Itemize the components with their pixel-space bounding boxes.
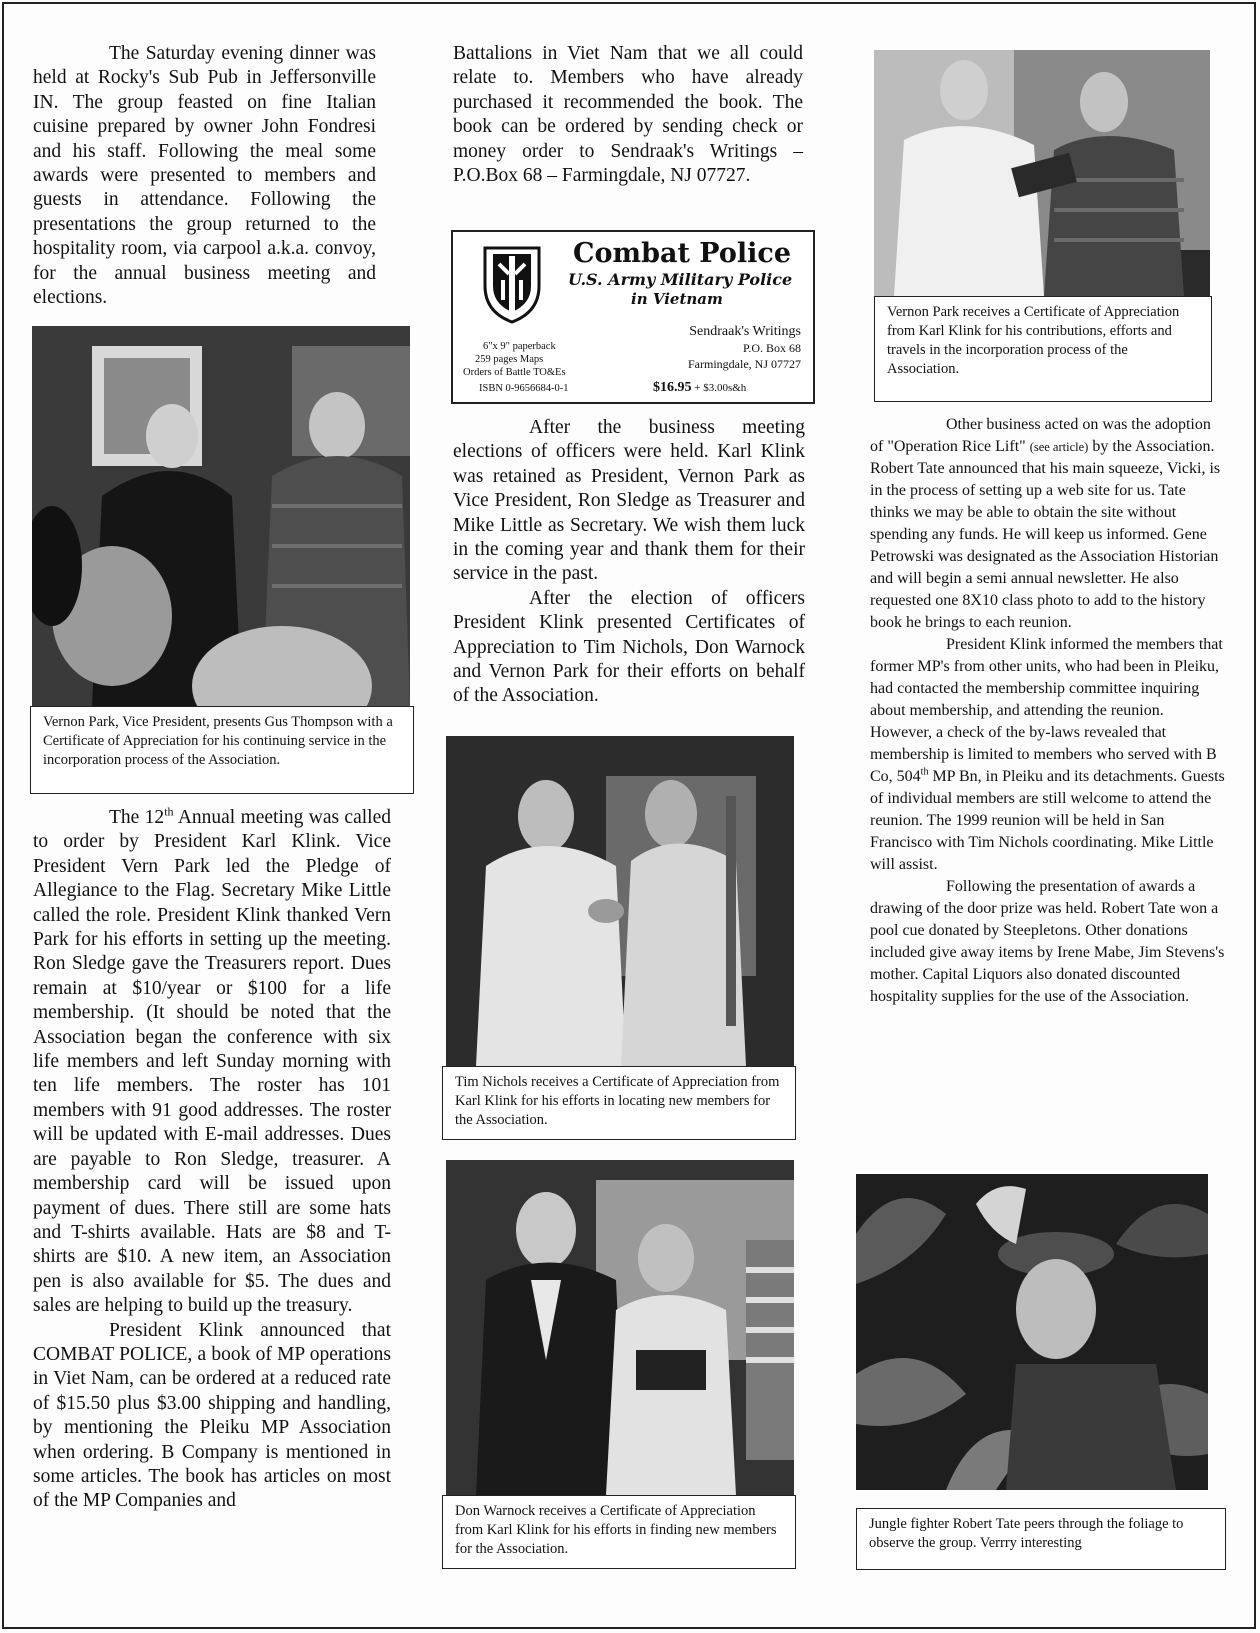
military-police-insignia-icon bbox=[483, 246, 541, 324]
dinner-paragraph: The Saturday evening dinner was held at Rocky's Sub Pub in Jeffersonville IN. The group feasted on fine Italian cuisine prepared by owner John Fondresi and his staff. Following the meal some awards were presented to members and guests in attendance. Following the presentations the group returned to the hospitality room, via carpool a.k.a. convoy, for the annual business meeting and elections. bbox=[33, 43, 376, 309]
caption-don-warnock: Don Warnock receives a Certificate of Appreciation from Karl Klink for his efforts in finding new members for the Association. bbox=[442, 1495, 796, 1569]
ad-po-box: P.O. Box 68 bbox=[742, 341, 801, 355]
book-order-paragraph: Battalions in Viet Nam that we all could relate to. Members who have already purchased it recommended the book. The book can be ordered by sending check or money order to Sendraak's Writings – P.O.Box 68 – Farmingdale, NJ 07727. bbox=[453, 43, 803, 187]
ad-subtitle-2: in Vietnam bbox=[631, 290, 723, 308]
photo-don-warnock bbox=[446, 1160, 794, 1495]
other-business-text-b: by the Association. Robert Tate announced that his main squeeze, Vicki, is in the process of setting up a web site for us. Tate thinks we may be able to obtain the site without spending any funds. He will keep us informed. Gene Petrowski was designated as the Association Historian and will begin a semi annual newsletter. He also requested one 8X10 class photo to add to the history book he brings to each reunion. bbox=[870, 438, 1221, 631]
caption-tim-nichols: Tim Nichols receives a Certificate of Appreciation from Karl Klink for his efforts in locating new members for the Association. bbox=[442, 1066, 796, 1140]
combat-police-paragraph: President Klink announced that COMBAT POLICE, a book of MP operations in Viet Nam, can be ordered at a reduced rate of $15.50 plus $3.00 shipping and handling, by mentioning the Pleiku MP Association when ordering. B Company is mentioned in some articles. The book has articles on most of the MP Companies and bbox=[33, 1319, 391, 1512]
ad-isbn: ISBN 0-9656684-0-1 bbox=[479, 383, 569, 394]
ad-price: $16.95 bbox=[653, 380, 692, 395]
ad-publisher: Sendraak's Writings bbox=[689, 324, 801, 339]
ad-subtitle: U.S. Army Military Police bbox=[568, 270, 793, 289]
ad-specs-3: Orders of Battle TO&Es bbox=[463, 367, 566, 378]
column-2-top bbox=[453, 42, 803, 188]
other-business-text-a: Other business acted on was the adoption of "Operation Rice Lift" bbox=[870, 416, 1211, 455]
column-2-middle bbox=[453, 416, 805, 709]
column-3-text bbox=[870, 414, 1228, 1008]
column-1-top bbox=[33, 42, 376, 310]
ad-specs-1: 6"x 9" paperback bbox=[483, 341, 556, 352]
ad-publisher-block bbox=[641, 324, 801, 372]
elections-paragraph: After the business meeting elections of officers were held. Karl Klink was retained as President, Vernon Park as Vice President, Ron Sledge as Treasurer and Mike Little as Secretary. We wish them luck in the coming year and thank them for their service in the past. bbox=[453, 417, 805, 585]
photo-gus-thompson bbox=[32, 326, 410, 706]
ad-price-line bbox=[653, 380, 746, 396]
caption-robert-tate: Jungle fighter Robert Tate peers through the foliage to observe the group. Verrry interesting bbox=[856, 1508, 1226, 1570]
ad-title: Combat Police bbox=[573, 238, 792, 269]
see-article-note: (see article) bbox=[1029, 440, 1089, 454]
ad-city: Farmingdale, NJ 07727 bbox=[688, 357, 801, 371]
ordinal-suffix-504: th bbox=[920, 766, 929, 778]
ordinal-suffix: th bbox=[164, 804, 174, 819]
photo-tim-nichols bbox=[446, 736, 794, 1066]
annual-meeting-text: Annual meeting was called to order by President Karl Klink. Vice President Vern Park led the Pledge of Allegiance to the Flag. Secretary Mike Little called the role. President Klink thanked Vern Park for his efforts in setting up the meeting. Ron Sledge gave the Treasurers report. Dues remain at $10/year or $100 for a life membership. (It should be noted that the Association began the conference with six life members and left Sunday morning with ten life members. The roster has 101 members with 91 good addresses. The roster will be updated with E-mail addresses. Dues are payable to Ron Sledge, treasurer. A membership card will be issued upon payment of dues. There still are some hats and T-shirts available. Hats are $8 and T-shirts are $10. A new item, an Association pen is also available for $5. The dues and sales are helping to build up the treasury. bbox=[33, 807, 391, 1317]
annual-meeting-paragraph bbox=[33, 806, 391, 1319]
photo-vernon-park bbox=[874, 50, 1210, 296]
membership-text-b: MP Bn, in Pleiku and its detachments. Guests of individual members are still welcome to attend the reunion. The 1999 reunion will be held in San Francisco with Tim Nichols coordinating. Mike Little will assist. bbox=[870, 768, 1225, 873]
combat-police-book-ad bbox=[451, 230, 815, 404]
other-business-paragraph bbox=[870, 414, 1228, 634]
certificates-paragraph: After the election of officers President Klink presented Certificates of Appreciation to Tim Nichols, Don Warnock and Vernon Park for their efforts on behalf of the Association. bbox=[453, 587, 805, 707]
door-prize-paragraph: Following the presentation of awards a drawing of the door prize was held. Robert Tate won a pool cue donated by Steepletons. Other donations included give away items by Irene Mabe, Jim Stevens's mother. Capital Liquors also donated discounted hospitality supplies for the use of the Association. bbox=[870, 878, 1225, 1005]
membership-text-a: President Klink informed the members that former MP's from other units, who had been in Pleiku, had contacted the membership committee inquiring about membership, and attending the reunion. However, a check of the by-laws revealed that membership is limited to members who served with B Co, 504 bbox=[870, 636, 1223, 785]
column-1-bottom bbox=[33, 806, 391, 1514]
caption-gus-thompson: Vernon Park, Vice President, presents Gus Thompson with a Certificate of Appreciation for his continuing service in the incorporation process of the Association. bbox=[30, 706, 414, 794]
photo-robert-tate bbox=[856, 1174, 1208, 1490]
annual-meeting-prefix: The 12 bbox=[109, 807, 165, 828]
membership-paragraph bbox=[870, 634, 1228, 876]
ad-shipping: + $3.00s&h bbox=[691, 382, 747, 394]
ad-specs-2: 259 pages Maps bbox=[475, 354, 544, 365]
caption-vernon-park: Vernon Park receives a Certificate of Appreciation from Karl Klink for his contributions, efforts and travels in the incorporation process of the Association. bbox=[874, 296, 1212, 402]
